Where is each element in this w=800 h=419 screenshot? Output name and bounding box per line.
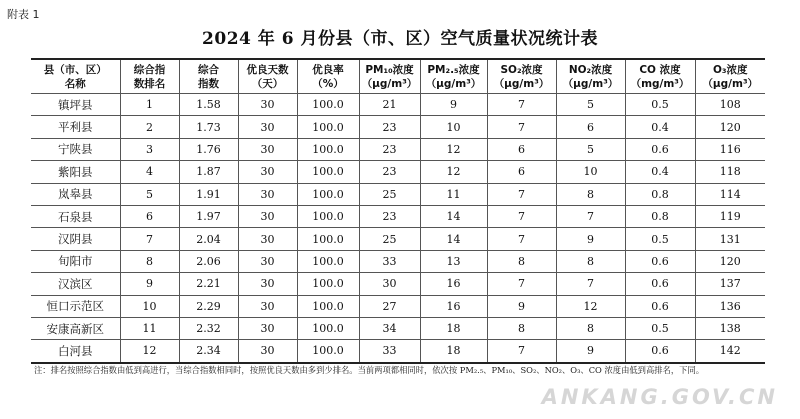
col-pm25-cell: 10 xyxy=(420,116,487,138)
col-good-days-cell: 30 xyxy=(238,138,297,160)
col-so2-cell: 7 xyxy=(487,116,556,138)
col-district-cell: 汉阴县 xyxy=(31,228,120,250)
header-line: 综合 xyxy=(198,63,219,76)
header-line: 优良天数 xyxy=(246,63,289,76)
col-o3-cell: 120 xyxy=(695,250,765,272)
col-co-cell: 0.6 xyxy=(625,250,695,272)
col-no2-cell: 10 xyxy=(556,161,625,183)
col-pm10-cell: 30 xyxy=(359,273,420,295)
col-o3-cell: 116 xyxy=(695,138,765,160)
header-line: （天） xyxy=(251,77,284,90)
col-pm25-cell: 13 xyxy=(420,250,487,272)
table-title: 2024 年 6 月份县（市、区）空气质量状况统计表 xyxy=(202,29,598,49)
col-district-cell: 白河县 xyxy=(31,340,120,363)
table-row xyxy=(31,295,765,317)
col-co-cell: 0.5 xyxy=(625,94,695,116)
col-good-rate-cell: 100.0 xyxy=(297,250,359,272)
col-good-days-cell: 30 xyxy=(238,116,297,138)
col-index-cell: 2.32 xyxy=(179,317,238,339)
col-co-header xyxy=(625,59,695,94)
col-pm25-cell: 12 xyxy=(420,161,487,183)
col-index-cell: 1.91 xyxy=(179,183,238,205)
col-so2-cell: 7 xyxy=(487,273,556,295)
table-row xyxy=(31,228,765,250)
col-co-cell: 0.6 xyxy=(625,138,695,160)
col-rank-cell: 9 xyxy=(120,273,179,295)
header-line: （μg/m³） xyxy=(493,77,550,90)
header-line: O₃浓度 xyxy=(712,63,748,76)
col-o3-header xyxy=(695,59,765,94)
col-good-days-cell: 30 xyxy=(238,183,297,205)
air-quality-table xyxy=(31,58,765,364)
col-good-days-cell: 30 xyxy=(238,250,297,272)
col-so2-cell: 7 xyxy=(487,183,556,205)
col-index-cell: 1.76 xyxy=(179,138,238,160)
col-index-cell: 2.21 xyxy=(179,273,238,295)
table-row xyxy=(31,183,765,205)
col-good-days-cell: 30 xyxy=(238,161,297,183)
col-good-rate-cell: 100.0 xyxy=(297,205,359,227)
col-good-rate-cell: 100.0 xyxy=(297,295,359,317)
col-pm25-cell: 12 xyxy=(420,138,487,160)
header-line: SO₂浓度 xyxy=(500,63,543,76)
col-good-rate-cell: 100.0 xyxy=(297,161,359,183)
col-no2-header xyxy=(556,59,625,94)
header-line: 数排名 xyxy=(133,77,166,90)
col-index-cell: 2.29 xyxy=(179,295,238,317)
col-o3-cell: 137 xyxy=(695,273,765,295)
col-rank-cell: 7 xyxy=(120,228,179,250)
col-pm10-cell: 33 xyxy=(359,340,420,363)
table-row xyxy=(31,205,765,227)
col-index-cell: 1.73 xyxy=(179,116,238,138)
col-co-cell: 0.4 xyxy=(625,116,695,138)
col-pm25-cell: 16 xyxy=(420,273,487,295)
col-rank-cell: 2 xyxy=(120,116,179,138)
col-district-cell: 镇坪县 xyxy=(31,94,120,116)
col-pm25-cell: 18 xyxy=(420,340,487,363)
col-rank-cell: 6 xyxy=(120,205,179,227)
col-no2-cell: 8 xyxy=(556,250,625,272)
col-good-rate-cell: 100.0 xyxy=(297,273,359,295)
table-row xyxy=(31,94,765,116)
header-row xyxy=(31,59,765,94)
col-good-rate-cell: 100.0 xyxy=(297,228,359,250)
col-good-days-cell: 30 xyxy=(238,273,297,295)
col-rank-cell: 12 xyxy=(120,340,179,363)
col-so2-cell: 8 xyxy=(487,250,556,272)
header-line: （μg/m³） xyxy=(702,77,759,90)
col-good-rate-cell: 100.0 xyxy=(297,116,359,138)
col-no2-cell: 9 xyxy=(556,228,625,250)
col-district-cell: 宁陕县 xyxy=(31,138,120,160)
col-o3-cell: 118 xyxy=(695,161,765,183)
col-pm10-cell: 23 xyxy=(359,116,420,138)
col-pm10-cell: 23 xyxy=(359,205,420,227)
col-district-cell: 紫阳县 xyxy=(31,161,120,183)
col-rank-cell: 11 xyxy=(120,317,179,339)
col-rank-cell: 4 xyxy=(120,161,179,183)
col-so2-cell: 7 xyxy=(487,340,556,363)
col-so2-cell: 7 xyxy=(487,228,556,250)
col-pm10-cell: 23 xyxy=(359,161,420,183)
col-no2-cell: 8 xyxy=(556,317,625,339)
col-district-cell: 旬阳市 xyxy=(31,250,120,272)
col-no2-cell: 7 xyxy=(556,273,625,295)
col-no2-cell: 6 xyxy=(556,116,625,138)
table-row xyxy=(31,340,765,363)
col-good-rate-cell: 100.0 xyxy=(297,340,359,363)
col-o3-cell: 136 xyxy=(695,295,765,317)
col-good-days-cell: 30 xyxy=(238,205,297,227)
col-co-cell: 0.8 xyxy=(625,205,695,227)
col-pm25-cell: 11 xyxy=(420,183,487,205)
col-so2-cell: 9 xyxy=(487,295,556,317)
col-index-header xyxy=(179,59,238,94)
header-line: 综合指 xyxy=(133,63,166,76)
col-no2-cell: 12 xyxy=(556,295,625,317)
col-good-days-cell: 30 xyxy=(238,340,297,363)
col-pm10-cell: 21 xyxy=(359,94,420,116)
col-no2-cell: 7 xyxy=(556,205,625,227)
col-index-cell: 1.87 xyxy=(179,161,238,183)
col-rank-header xyxy=(120,59,179,94)
col-so2-header xyxy=(487,59,556,94)
table-row xyxy=(31,250,765,272)
col-index-cell: 2.04 xyxy=(179,228,238,250)
col-good-days-header xyxy=(238,59,297,94)
header-line: CO 浓度 xyxy=(639,63,681,76)
header-line: （mg/m³） xyxy=(630,77,690,90)
col-o3-cell: 108 xyxy=(695,94,765,116)
col-rank-cell: 10 xyxy=(120,295,179,317)
header-line: （μg/m³） xyxy=(425,77,482,90)
col-no2-cell: 9 xyxy=(556,340,625,363)
col-pm10-cell: 34 xyxy=(359,317,420,339)
col-index-cell: 2.06 xyxy=(179,250,238,272)
col-good-rate-cell: 100.0 xyxy=(297,94,359,116)
col-so2-cell: 7 xyxy=(487,94,556,116)
col-o3-cell: 120 xyxy=(695,116,765,138)
site-watermark: ANKANG.GOV.CN xyxy=(541,385,778,409)
col-pm25-cell: 14 xyxy=(420,228,487,250)
col-no2-cell: 5 xyxy=(556,94,625,116)
col-district-cell: 恒口示范区 xyxy=(31,295,120,317)
col-pm25-cell: 18 xyxy=(420,317,487,339)
col-good-days-cell: 30 xyxy=(238,94,297,116)
table-row xyxy=(31,161,765,183)
col-district-cell: 安康高新区 xyxy=(31,317,120,339)
col-pm10-cell: 33 xyxy=(359,250,420,272)
table-row xyxy=(31,317,765,339)
col-so2-cell: 8 xyxy=(487,317,556,339)
col-pm25-header xyxy=(420,59,487,94)
col-co-cell: 0.6 xyxy=(625,295,695,317)
col-co-cell: 0.5 xyxy=(625,317,695,339)
col-rank-cell: 3 xyxy=(120,138,179,160)
header-line: PM₁₀浓度 xyxy=(365,63,414,76)
col-pm25-cell: 16 xyxy=(420,295,487,317)
col-rank-cell: 5 xyxy=(120,183,179,205)
col-district-header xyxy=(31,59,120,94)
table-row xyxy=(31,138,765,160)
col-so2-cell: 6 xyxy=(487,138,556,160)
col-good-days-cell: 30 xyxy=(238,317,297,339)
col-no2-cell: 8 xyxy=(556,183,625,205)
col-no2-cell: 5 xyxy=(556,138,625,160)
col-rank-cell: 1 xyxy=(120,94,179,116)
col-pm10-cell: 23 xyxy=(359,138,420,160)
col-co-cell: 0.6 xyxy=(625,273,695,295)
col-good-rate-header xyxy=(297,59,359,94)
header-line: （%） xyxy=(312,77,344,90)
col-o3-cell: 138 xyxy=(695,317,765,339)
col-co-cell: 0.6 xyxy=(625,340,695,363)
col-co-cell: 0.5 xyxy=(625,228,695,250)
table-header xyxy=(31,59,765,94)
col-district-cell: 平利县 xyxy=(31,116,120,138)
col-pm10-cell: 27 xyxy=(359,295,420,317)
header-line: 县（市、区） xyxy=(43,63,107,76)
footnote: 注：排名按照综合指数由低到高进行，当综合指数相同时，按照优良天数由多到少排名。当前两项都相同时，依次按 PM₂.₅、PM₁₀、SO₂、NO₂、O₃、CO 浓度由低到高排名，下同。 xyxy=(34,365,705,375)
col-district-cell: 石泉县 xyxy=(31,205,120,227)
col-good-days-cell: 30 xyxy=(238,228,297,250)
col-o3-cell: 142 xyxy=(695,340,765,363)
col-rank-cell: 8 xyxy=(120,250,179,272)
header-line: （μg/m³） xyxy=(361,77,418,90)
table-row xyxy=(31,116,765,138)
col-pm10-cell: 25 xyxy=(359,183,420,205)
header-line: NO₂浓度 xyxy=(568,63,613,76)
header-line: 指数 xyxy=(198,77,219,90)
col-good-rate-cell: 100.0 xyxy=(297,138,359,160)
col-pm10-header xyxy=(359,59,420,94)
header-line: 优良率 xyxy=(312,63,344,76)
col-co-cell: 0.8 xyxy=(625,183,695,205)
col-pm25-cell: 14 xyxy=(420,205,487,227)
col-pm10-cell: 25 xyxy=(359,228,420,250)
col-co-cell: 0.4 xyxy=(625,161,695,183)
table-row xyxy=(31,273,765,295)
header-line: PM₂.₅浓度 xyxy=(427,63,480,76)
col-so2-cell: 6 xyxy=(487,161,556,183)
col-good-rate-cell: 100.0 xyxy=(297,183,359,205)
col-district-cell: 汉滨区 xyxy=(31,273,120,295)
col-o3-cell: 131 xyxy=(695,228,765,250)
col-o3-cell: 119 xyxy=(695,205,765,227)
col-good-days-cell: 30 xyxy=(238,295,297,317)
col-o3-cell: 114 xyxy=(695,183,765,205)
appendix-label: 附表 1 xyxy=(7,8,40,21)
col-index-cell: 1.58 xyxy=(179,94,238,116)
table-body xyxy=(31,94,765,363)
col-good-rate-cell: 100.0 xyxy=(297,317,359,339)
col-district-cell: 岚皋县 xyxy=(31,183,120,205)
col-pm25-cell: 9 xyxy=(420,94,487,116)
header-line: （μg/m³） xyxy=(562,77,619,90)
header-line: 名称 xyxy=(64,77,86,90)
col-index-cell: 2.34 xyxy=(179,340,238,363)
col-so2-cell: 7 xyxy=(487,205,556,227)
col-index-cell: 1.97 xyxy=(179,205,238,227)
